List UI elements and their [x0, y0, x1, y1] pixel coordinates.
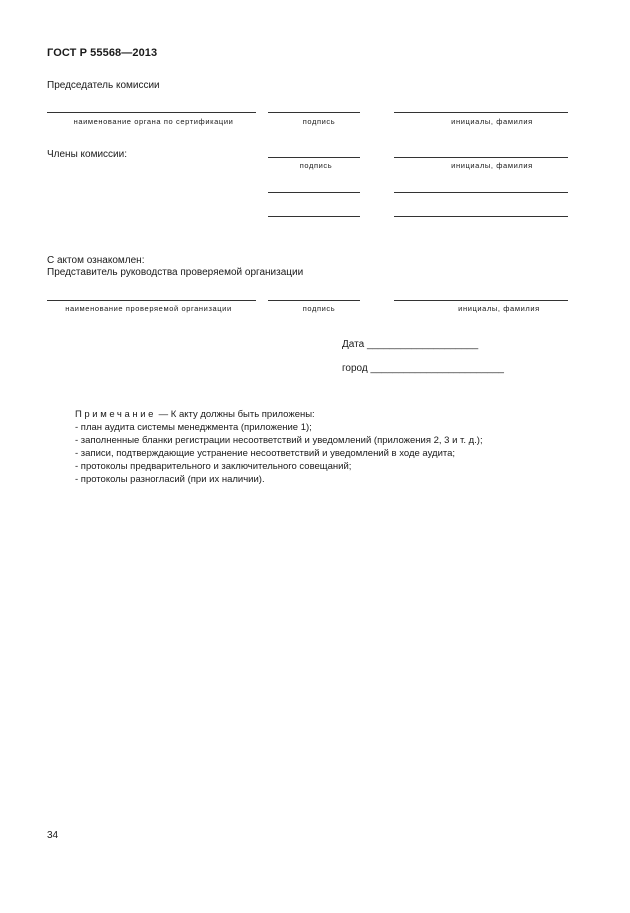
chairman-name-caption: инициалы, фамилия: [451, 117, 533, 126]
audited-org-caption: наименование проверяемой организации: [65, 304, 232, 313]
note-title-spaced: Примечание: [75, 409, 156, 420]
note-item: - заполненные бланки регистрации несоответствий и уведомлений (приложения 2, 3 и т. д.);: [75, 435, 483, 446]
representative-name-caption: инициалы, фамилия: [458, 304, 540, 313]
audited-org-line[interactable]: [47, 300, 256, 301]
date-blank[interactable]: ____________________: [366, 339, 479, 350]
note-item: - записи, подтверждающие устранение несоответствий и уведомлений в ходе аудита;: [75, 448, 456, 459]
date-field: [342, 338, 478, 352]
members-label: Члены комиссии:: [47, 149, 128, 160]
representative-signature-line[interactable]: [268, 300, 360, 301]
chairman-org-line[interactable]: [47, 112, 256, 113]
date-label: Дата: [342, 339, 365, 350]
representative-signature-caption: подпись: [302, 304, 336, 313]
member2-name-line[interactable]: [394, 192, 568, 193]
chairman-signature-line[interactable]: [268, 112, 360, 113]
note-item: - протоколы разногласий (при их наличии).: [75, 474, 265, 485]
acquainted-label: С актом ознакомлен:: [47, 255, 145, 266]
member3-signature-line[interactable]: [268, 216, 360, 217]
city-blank[interactable]: ________________________: [370, 363, 504, 374]
chairman-signature-caption: подпись: [302, 117, 336, 126]
document-header: ГОСТ Р 55568—2013: [47, 47, 158, 59]
city-field: [342, 362, 504, 376]
representative-name-line[interactable]: [394, 300, 568, 301]
note-title: [75, 408, 483, 421]
note-title-rest: — К акту должны быть приложены:: [158, 409, 315, 420]
note-item: - план аудита системы менеджмента (приложение 1);: [75, 422, 312, 433]
chairman-name-line[interactable]: [394, 112, 568, 113]
note-item: - протоколы предварительного и заключительного совещаний;: [75, 461, 352, 472]
members-name-caption: инициалы, фамилия: [451, 161, 533, 170]
representative-label: Представитель руководства проверяемой организации: [47, 267, 304, 278]
member2-signature-line[interactable]: [268, 192, 360, 193]
member3-name-line[interactable]: [394, 216, 568, 217]
members-signature-caption: подпись: [299, 161, 333, 170]
note-block: [75, 408, 483, 486]
member1-signature-line[interactable]: [268, 157, 360, 158]
page-number: 34: [47, 830, 59, 841]
chairman-label: Председатель комиссии: [47, 80, 160, 91]
chairman-org-caption: наименование органа по сертификации: [73, 117, 234, 126]
member1-name-line[interactable]: [394, 157, 568, 158]
city-label: город: [342, 363, 368, 374]
